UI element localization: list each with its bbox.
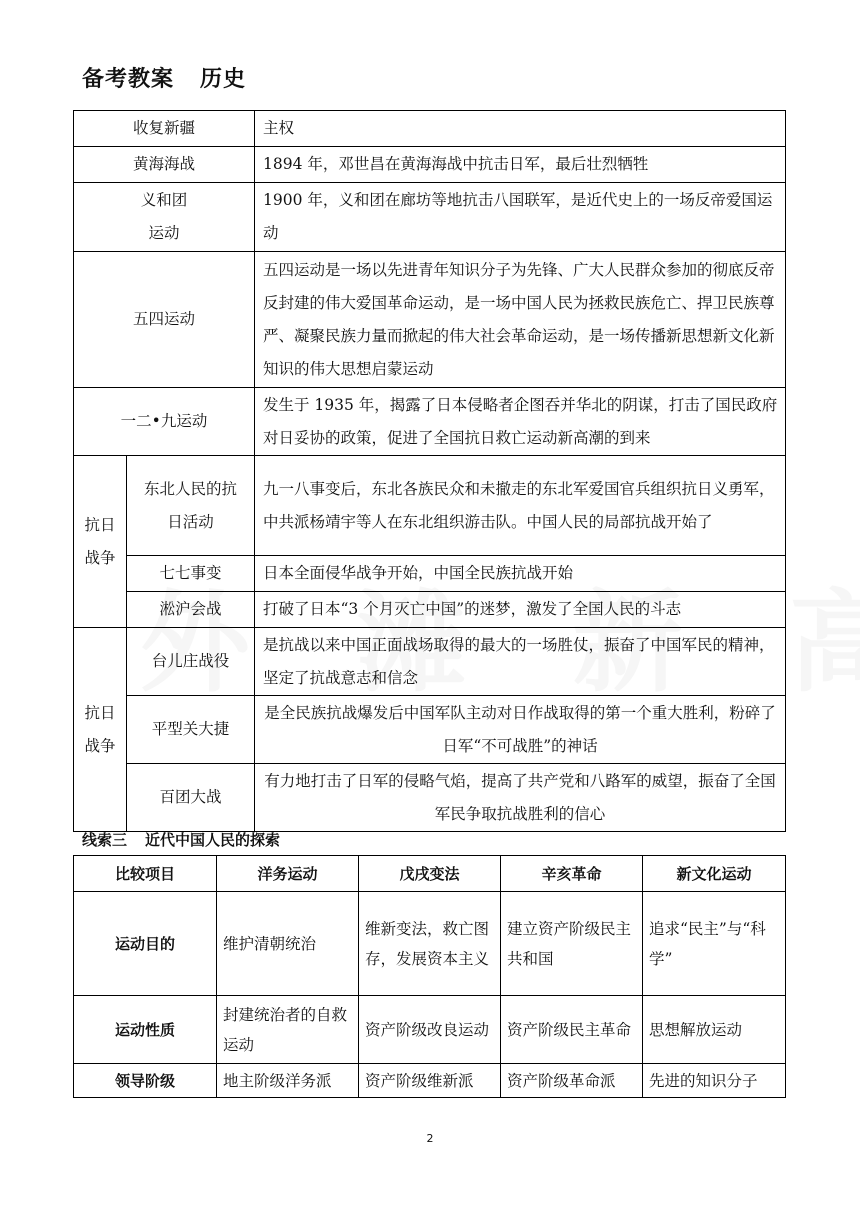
table-cell: 资产阶级维新派 (359, 1064, 501, 1098)
row-label: 运动目的 (74, 892, 217, 996)
table-cell: 建立资产阶级民主共和国 (501, 892, 643, 996)
table-cell: 地主阶级洋务派 (217, 1064, 359, 1098)
row-label: 平型关大捷 (127, 696, 255, 764)
row-label: 五四运动 (74, 252, 255, 388)
table-row (74, 183, 786, 252)
table-cell: 资产阶级改良运动 (359, 996, 501, 1064)
row-label (74, 183, 255, 252)
row-text: 打破了日本“3 个月灭亡中国”的迷梦，激发了全国人民的斗志 (255, 592, 786, 628)
table-row (74, 388, 786, 456)
column-header: 比较项目 (74, 856, 217, 892)
group-label-text: 抗日战争 (84, 703, 116, 755)
row-text: 是全民族抗战爆发后中国军队主动对日作战取得的第一个重大胜利，粉碎了日军“不可战胜”的神话 (255, 696, 786, 764)
column-header: 辛亥革命 (501, 856, 643, 892)
group-label (74, 628, 127, 832)
row-label: 运动性质 (74, 996, 217, 1064)
row-text: 1900 年，义和团在廊坊等地抗击八国联军，是近代史上的一场反帝爱国运动 (255, 183, 786, 252)
header-title: 备考教案 (82, 67, 175, 92)
group-label-text: 抗日战争 (84, 515, 116, 567)
row-text: 五四运动是一场以先进青年知识分子为先锋、广大人民群众参加的彻底反帝反封建的伟大爱国革命运动，是一场中国人民为拯救民族危亡、捍卫民族尊严、凝聚民族力量而掀起的伟大社会革命运动，是一场传播新思想新文化新知识的伟大思想启蒙运动 (255, 252, 786, 388)
table-row (74, 892, 786, 996)
row-label: 七七事变 (127, 556, 255, 592)
table-row (74, 147, 786, 183)
column-header: 洋务运动 (217, 856, 359, 892)
row-label: 黄海海战 (74, 147, 255, 183)
table-row (74, 1064, 786, 1098)
row-label: 收复新疆 (74, 111, 255, 147)
group-label (74, 456, 127, 628)
table-cell: 维新变法，救亡图存，发展资本主义 (359, 892, 501, 996)
row-text: 发生于 1935 年，揭露了日本侵略者企图吞并华北的阴谋，打击了国民政府对日妥协的政策，促进了全国抗日救亡运动新高潮的到来 (255, 388, 786, 456)
table-row (74, 764, 786, 832)
row-label: 一二•九运动 (74, 388, 255, 456)
table-cell: 追求“民主”与“科学” (643, 892, 786, 996)
table-row (74, 252, 786, 388)
column-header: 戊戌变法 (359, 856, 501, 892)
table-row (74, 696, 786, 764)
row-text: 1894 年，邓世昌在黄海海战中抗击日军，最后壮烈牺牲 (255, 147, 786, 183)
table-cell: 资产阶级民主革命 (501, 996, 643, 1064)
table-row (74, 628, 786, 696)
table-row (74, 111, 786, 147)
page-number: 2 (426, 1132, 434, 1145)
section-heading (82, 829, 280, 850)
column-header: 新文化运动 (643, 856, 786, 892)
table-cell: 封建统治者的自救运动 (217, 996, 359, 1064)
comparison-table (73, 855, 786, 1098)
page-header (82, 62, 246, 93)
row-text: 九一八事变后，东北各族民众和未撤走的东北军爱国官兵组织抗日义勇军，中共派杨靖宇等人在东北组织游击队。中国人民的局部抗战开始了 (255, 456, 786, 556)
header-subject: 历史 (200, 67, 247, 92)
table-cell: 维护清朝统治 (217, 892, 359, 996)
row-text: 日本全面侵华战争开始，中国全民族抗战开始 (255, 556, 786, 592)
events-table (73, 110, 786, 832)
row-label-text: 东北人民的抗日活动 (143, 479, 237, 531)
row-text: 主权 (255, 111, 786, 147)
section-heading-title: 近代中国人民的探索 (145, 831, 281, 849)
row-label-text: 义和团运动 (140, 191, 188, 242)
section-heading-label: 线索三 (82, 831, 128, 849)
row-label: 领导阶级 (74, 1064, 217, 1098)
table-row (74, 456, 786, 556)
table-cell: 思想解放运动 (643, 996, 786, 1064)
row-text: 有力地打击了日军的侵略气焰，提高了共产党和八路军的威望，振奋了全国军民争取抗战胜利的信心 (255, 764, 786, 832)
row-label: 百团大战 (127, 764, 255, 832)
table-cell: 资产阶级革命派 (501, 1064, 643, 1098)
table-row (74, 996, 786, 1064)
table-cell: 先进的知识分子 (643, 1064, 786, 1098)
table-row (74, 592, 786, 628)
table-header-row (74, 856, 786, 892)
row-label (127, 456, 255, 556)
row-label: 台儿庄战役 (127, 628, 255, 696)
table-row (74, 556, 786, 592)
row-label: 淞沪会战 (127, 592, 255, 628)
row-text: 是抗战以来中国正面战场取得的最大的一场胜仗，振奋了中国军民的精神，坚定了抗战意志和信念 (255, 628, 786, 696)
